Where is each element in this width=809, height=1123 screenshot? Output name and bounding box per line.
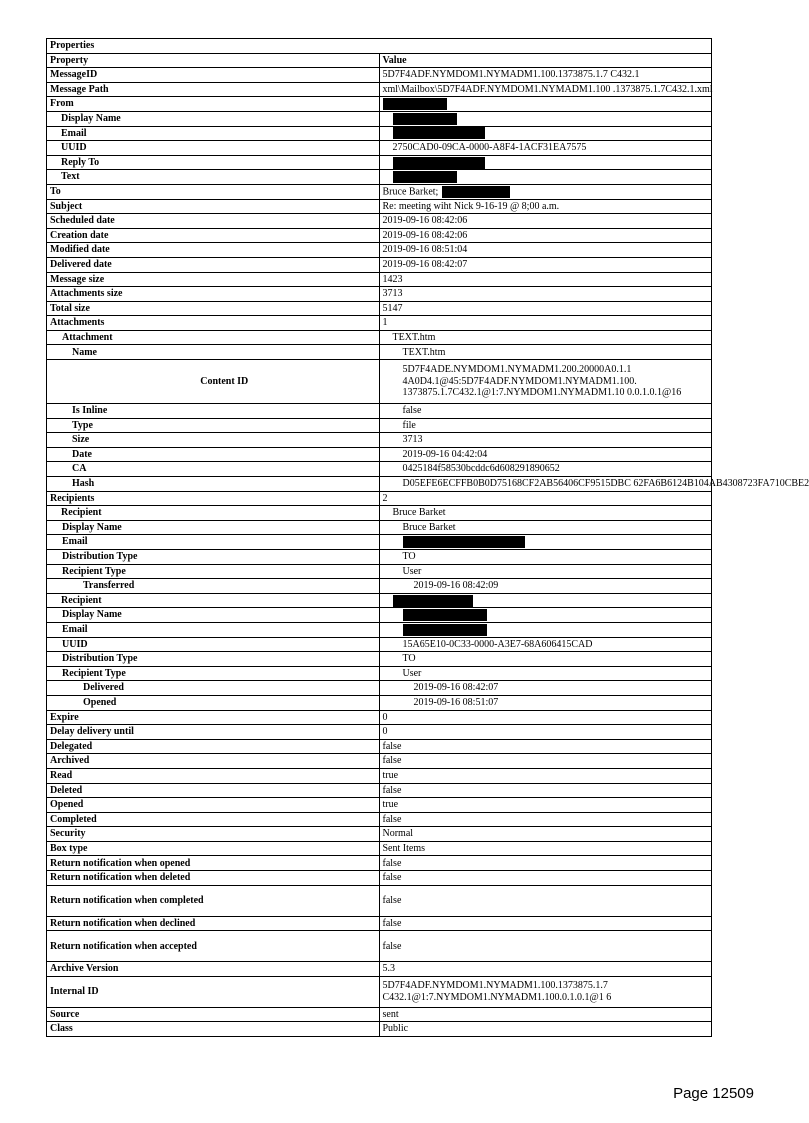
property-key: Return notification when declined <box>47 916 380 931</box>
value-text: sent <box>382 1008 399 1020</box>
table-row <box>47 228 712 243</box>
property-key: Opened <box>47 798 380 813</box>
redaction-block <box>393 113 457 125</box>
property-key: Expire <box>47 710 380 725</box>
value-text: 2019-09-16 08:42:06 <box>382 215 468 227</box>
property-value <box>379 768 712 783</box>
property-key: Message Path <box>47 82 380 97</box>
value-text: false <box>382 784 402 796</box>
property-value <box>379 520 712 535</box>
property-value <box>379 754 712 769</box>
table-row <box>47 550 712 565</box>
property-key: Delay delivery until <box>47 725 380 740</box>
property-key: UUID <box>47 141 380 156</box>
table-row <box>47 316 712 331</box>
table-row <box>47 141 712 156</box>
property-key: Opened <box>47 695 380 710</box>
property-key: Transferred <box>47 579 380 594</box>
table-row <box>47 976 712 1007</box>
property-value <box>379 301 712 316</box>
value-text: 2019-09-16 08:42:07 <box>413 682 499 694</box>
table-row <box>47 593 712 608</box>
table-row <box>47 768 712 783</box>
value-text: 2 <box>382 492 388 504</box>
property-value <box>379 170 712 185</box>
property-key: Modified date <box>47 243 380 258</box>
property-key: Attachments <box>47 316 380 331</box>
property-key: Security <box>47 827 380 842</box>
table-row <box>47 871 712 886</box>
property-value <box>379 564 712 579</box>
table-row <box>47 170 712 185</box>
property-key: Completed <box>47 812 380 827</box>
table-row <box>47 695 712 710</box>
property-value <box>379 798 712 813</box>
value-text: User <box>402 667 422 679</box>
table-row <box>47 82 712 97</box>
table-row <box>47 579 712 594</box>
value-text: true <box>382 799 399 811</box>
property-value <box>379 827 712 842</box>
property-key: Recipient <box>47 593 380 608</box>
property-value <box>379 608 712 623</box>
property-key: Class <box>47 1022 380 1037</box>
redaction-block <box>393 127 485 139</box>
value-text: xml\Mailbox\5D7F4ADF.NYMDOM1.NYMADM1.100 .1373875.1.7C432.1.xml <box>382 83 713 95</box>
property-value <box>379 916 712 931</box>
property-value <box>379 593 712 608</box>
property-key: Recipients <box>47 491 380 506</box>
table-row <box>47 812 712 827</box>
property-value <box>379 1022 712 1037</box>
property-value <box>379 155 712 170</box>
table-row <box>47 637 712 652</box>
property-value <box>379 97 712 112</box>
property-key: Return notification when deleted <box>47 871 380 886</box>
property-value <box>379 506 712 521</box>
value-text: Bruce Barket <box>402 521 456 533</box>
table-row <box>47 535 712 550</box>
property-value <box>379 976 712 1007</box>
table-row <box>47 725 712 740</box>
value-text: 5D7F4ADF.NYMDOM1.NYMADM1.100.1373875.1.7 C432.1@1:7.NYMDOM1.NYMADM1.100.0.1.0.1@1 6 <box>382 980 612 1003</box>
table-row <box>47 754 712 769</box>
table-row <box>47 111 712 126</box>
property-value <box>379 199 712 214</box>
table-row <box>47 433 712 448</box>
property-key: Message size <box>47 272 380 287</box>
property-key: Display Name <box>47 608 380 623</box>
value-text: 2019-09-16 08:42:09 <box>413 580 499 592</box>
property-value <box>379 287 712 302</box>
value-text: D05EFE6ECFFB0B0D75168CF2AB56406CF9515DBC 62FA6B6124B104AB4308723FA710CBE2 <box>402 478 809 490</box>
value-text: 0425184f58530bcddc6d608291890652 <box>402 463 560 475</box>
table-row <box>47 97 712 112</box>
property-value <box>379 447 712 462</box>
value-text: 3713 <box>402 434 423 446</box>
value-text: TO <box>402 551 416 563</box>
table-row <box>47 360 712 404</box>
table-row <box>47 301 712 316</box>
property-value <box>379 962 712 977</box>
table-row <box>47 506 712 521</box>
property-value <box>379 477 809 492</box>
property-value <box>379 433 712 448</box>
property-value <box>379 550 712 565</box>
property-key: Archived <box>47 754 380 769</box>
value-text: 0 <box>382 726 388 738</box>
value-text: 0 <box>382 711 388 723</box>
header-property: Property <box>47 53 380 68</box>
property-key: Delivered date <box>47 257 380 272</box>
table-row <box>47 739 712 754</box>
redaction-block <box>403 624 487 636</box>
property-key: Display Name <box>47 111 380 126</box>
table-row <box>47 447 712 462</box>
property-value <box>379 184 712 199</box>
value-text: TO <box>402 653 416 665</box>
property-value <box>379 652 712 667</box>
property-key: Attachments size <box>47 287 380 302</box>
value-text: 5D7F4ADF.NYMDOM1.NYMADM1.100.1373875.1.7 C432.1 <box>382 69 640 81</box>
property-key: Attachment <box>47 330 380 345</box>
property-key: Recipient <box>47 506 380 521</box>
table-row <box>47 287 712 302</box>
property-key: Type <box>47 418 380 433</box>
table-row <box>47 243 712 258</box>
table-row <box>47 681 712 696</box>
property-key: Size <box>47 433 380 448</box>
table-row <box>47 214 712 229</box>
value-text: 2019-09-16 08:51:04 <box>382 244 468 256</box>
value-text: 2019-09-16 04:42:04 <box>402 448 488 460</box>
table-row <box>47 827 712 842</box>
property-key: Hash <box>47 477 380 492</box>
value-text: Sent Items <box>382 842 425 854</box>
redaction-block <box>403 609 487 621</box>
table-row <box>47 68 712 83</box>
table-row <box>47 841 712 856</box>
table-row <box>47 418 712 433</box>
property-key: To <box>47 184 380 199</box>
value-text: false <box>382 894 402 906</box>
property-value <box>379 622 712 637</box>
table-row <box>47 1022 712 1037</box>
property-value <box>379 82 712 97</box>
property-value <box>379 1007 712 1022</box>
table-header-row <box>47 53 712 68</box>
value-text: Bruce Barket; <box>382 186 439 198</box>
property-value <box>379 491 712 506</box>
table-row <box>47 199 712 214</box>
property-key: Email <box>47 622 380 637</box>
property-key: Internal ID <box>47 976 380 1007</box>
redaction-block <box>403 536 525 548</box>
property-key: Date <box>47 447 380 462</box>
table-row <box>47 491 712 506</box>
property-value <box>379 725 712 740</box>
property-key: Delivered <box>47 681 380 696</box>
property-key: Total size <box>47 301 380 316</box>
property-value <box>379 257 712 272</box>
property-key: Recipient Type <box>47 564 380 579</box>
value-text: false <box>382 813 402 825</box>
value-text: true <box>382 769 399 781</box>
table-row <box>47 856 712 871</box>
table-title: Properties <box>47 39 712 54</box>
property-key: Text <box>47 170 380 185</box>
value-text: 5147 <box>382 302 403 314</box>
table-row <box>47 1007 712 1022</box>
property-key: Return notification when opened <box>47 856 380 871</box>
property-value <box>379 783 712 798</box>
property-key: Source <box>47 1007 380 1022</box>
property-value <box>379 243 712 258</box>
property-key: Email <box>47 126 380 141</box>
property-value <box>379 111 712 126</box>
property-value <box>379 710 712 725</box>
table-row <box>47 931 712 962</box>
table-row <box>47 345 712 360</box>
property-value <box>379 330 712 345</box>
property-key: Recipient Type <box>47 666 380 681</box>
value-text: false <box>382 940 402 952</box>
value-text: 3713 <box>382 288 403 300</box>
property-key: MessageID <box>47 68 380 83</box>
property-key: Name <box>47 345 380 360</box>
table-row <box>47 783 712 798</box>
property-key: Content ID <box>47 360 380 404</box>
value-text: false <box>382 857 402 869</box>
value-text: false <box>382 740 402 752</box>
table-row <box>47 272 712 287</box>
property-key: Creation date <box>47 228 380 243</box>
value-text: false <box>382 917 402 929</box>
property-key: Reply To <box>47 155 380 170</box>
property-value <box>379 418 712 433</box>
table-row <box>47 126 712 141</box>
property-value <box>379 68 712 83</box>
property-value <box>379 739 712 754</box>
table-row <box>47 798 712 813</box>
property-value <box>379 579 712 594</box>
property-value <box>379 141 712 156</box>
redaction-block <box>383 98 447 110</box>
redaction-block <box>393 595 473 607</box>
header-value: Value <box>379 53 712 68</box>
property-key: Box type <box>47 841 380 856</box>
value-text: false <box>402 405 422 417</box>
properties-table <box>46 38 809 1037</box>
table-row <box>47 564 712 579</box>
value-text: 2019-09-16 08:51:07 <box>413 696 499 708</box>
property-key: Email <box>47 535 380 550</box>
property-value <box>379 316 712 331</box>
value-text: 5D7F4ADE.NYMDOM1.NYMADM1.200.20000A0.1.1 4A0D4.1@45:5D7F4ADF.NYMDOM1.NYMADM1.100. 1373875.1.7C432.1@1:7.NYMDOM1.NYMADM1.10 0.0.1.0.1@16 <box>402 364 682 399</box>
value-text: 1 <box>382 317 388 329</box>
property-value <box>379 272 712 287</box>
property-key: Scheduled date <box>47 214 380 229</box>
table-row <box>47 622 712 637</box>
property-key: Read <box>47 768 380 783</box>
property-key: Is Inline <box>47 404 380 419</box>
property-value <box>379 841 712 856</box>
value-text: Re: meeting wiht Nick 9-16-19 @ 8;00 a.m. <box>382 200 560 212</box>
property-key: Subject <box>47 199 380 214</box>
property-value <box>379 360 712 404</box>
value-text: Public <box>382 1023 409 1035</box>
property-value <box>379 931 712 962</box>
redaction-block <box>442 186 510 198</box>
property-value <box>379 228 712 243</box>
property-value <box>379 681 712 696</box>
table-row <box>47 477 712 492</box>
table-row <box>47 184 712 199</box>
property-value <box>379 812 712 827</box>
value-text: TEXT.htm <box>402 346 446 358</box>
property-key: UUID <box>47 637 380 652</box>
value-text: User <box>402 565 422 577</box>
property-value <box>379 345 712 360</box>
table-row <box>47 404 712 419</box>
redaction-block <box>393 171 457 183</box>
table-row <box>47 666 712 681</box>
property-value <box>379 535 712 550</box>
property-value <box>379 871 712 886</box>
property-value <box>379 462 712 477</box>
property-value <box>379 666 712 681</box>
table-row <box>47 462 712 477</box>
property-key: Return notification when completed <box>47 885 380 916</box>
value-text: 2019-09-16 08:42:07 <box>382 258 468 270</box>
property-value <box>379 695 712 710</box>
property-key: Distribution Type <box>47 550 380 565</box>
property-key: Display Name <box>47 520 380 535</box>
value-text: 15A65E10-0C33-0000-A3E7-68A606415CAD <box>402 638 593 650</box>
property-key: Distribution Type <box>47 652 380 667</box>
table-row <box>47 608 712 623</box>
property-value <box>379 126 712 141</box>
table-row <box>47 916 712 931</box>
value-text: file <box>402 419 416 431</box>
value-text: 2019-09-16 08:42:06 <box>382 229 468 241</box>
property-value <box>379 404 712 419</box>
property-value <box>379 885 712 916</box>
value-text: Bruce Barket <box>392 507 446 519</box>
page-number: Page 12509 <box>673 1085 754 1102</box>
value-text: 2750CAD0-09CA-0000-A8F4-1ACF31EA7575 <box>392 142 587 154</box>
table-row <box>47 257 712 272</box>
property-key: Deleted <box>47 783 380 798</box>
table-row <box>47 330 712 345</box>
property-value <box>379 214 712 229</box>
table-row <box>47 155 712 170</box>
property-key: Return notification when accepted <box>47 931 380 962</box>
table-title-row <box>47 39 712 54</box>
value-text: false <box>382 872 402 884</box>
table-row <box>47 885 712 916</box>
property-key: Delegated <box>47 739 380 754</box>
property-value <box>379 856 712 871</box>
value-text: 5.3 <box>382 963 395 975</box>
property-key: Archive Version <box>47 962 380 977</box>
value-text: false <box>382 755 402 767</box>
properties-table-body <box>47 39 809 1037</box>
table-row <box>47 652 712 667</box>
property-value <box>379 637 712 652</box>
value-text: Normal <box>382 828 414 840</box>
table-row <box>47 962 712 977</box>
table-row <box>47 520 712 535</box>
value-text: TEXT.htm <box>392 331 436 343</box>
table-row <box>47 710 712 725</box>
property-key: CA <box>47 462 380 477</box>
value-text: 1423 <box>382 273 403 285</box>
property-key: From <box>47 97 380 112</box>
redaction-block <box>393 157 485 169</box>
